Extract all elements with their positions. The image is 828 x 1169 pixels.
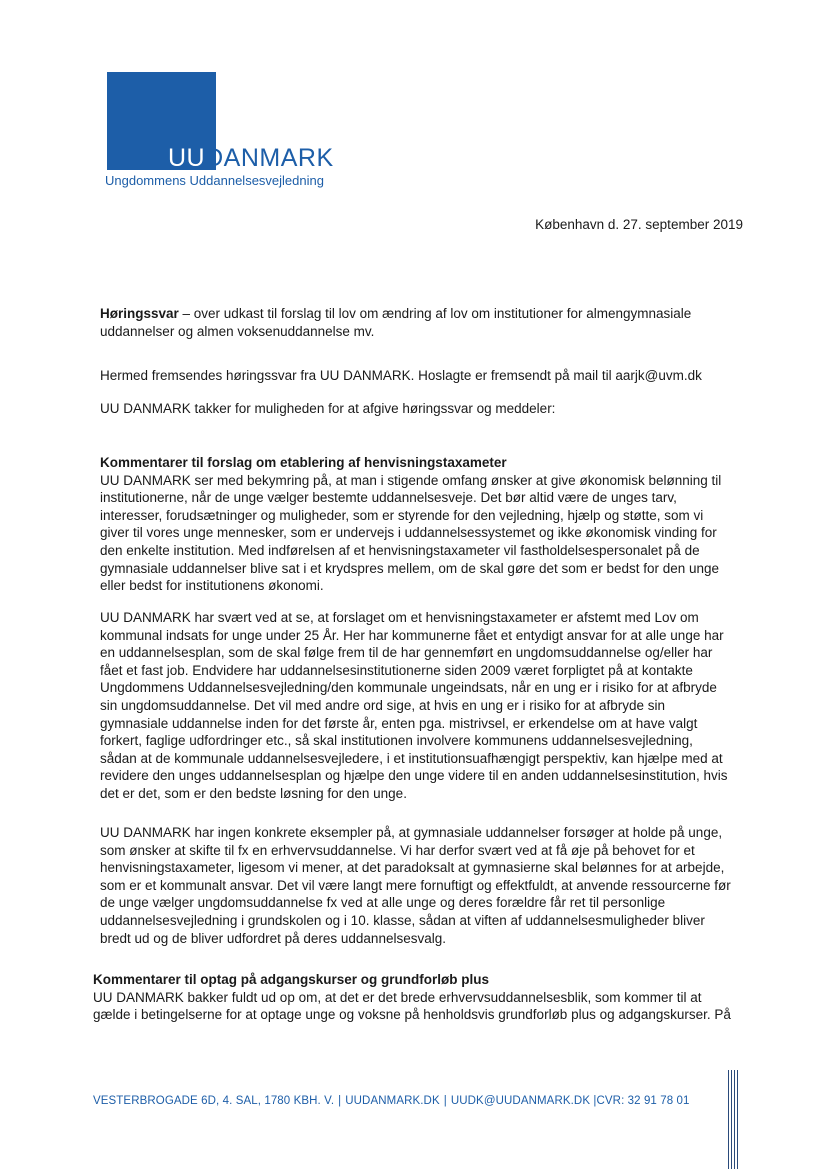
- section-1-paragraph-3-block: [100, 824, 732, 947]
- section-2: [93, 971, 733, 1024]
- letter-date: København d. 27. september 2019: [535, 217, 743, 232]
- subject-line: [100, 305, 732, 340]
- footer-separator: |: [593, 1095, 597, 1107]
- footer-website[interactable]: UUDANMARK.DK: [345, 1095, 440, 1107]
- subject-text: – over udkast til forslag til lov om ændring af lov om institutioner for almengymnasiale uddannelser og almen voksenuddannelse mv.: [100, 306, 692, 339]
- section-1-paragraph-2: UU DANMARK har svært ved at se, at forslaget om et henvisningstaxameter er afstemt med Lov om kommunal indsats for unge under 25 År. Her har kommunerne fået et entydigt ansvar for at alle unge har en uddannelsesplan, som de skal følge frem til de har gennemført en ungdomsuddannelse og/eller har fået et fast job. Endvidere har uddannelsesinstitutionerne siden 2009 været forpligtet på at kontakte Ungdommens Uddannelsesvejledning/den kommunale ungeindsats, når en ung er i risiko for at afbryde sin ungdomsuddannelse. Det vil med andre ord sige, at hvis en ung er i risiko for at afbryde sin gymnasiale uddannelse inden for det første år, enten pga. mistrivsel, er erkendelse om at have valgt forkert, faglige udfordringer etc., så skal institutionen involvere kommunens uddannelsesvejledning, sådan at de kommunale uddannelsesvejledere, i et institutionsuafhængigt perspektiv, kan hjælpe med at revidere den unges uddannelsesplan og hjælpe den unge videre til en anden uddannelsesinstitution, hvis det er det, som er den bedste løsning for den unge.: [100, 610, 728, 801]
- intro-text-2: UU DANMARK takker for muligheden for at afgive høringssvar og meddeler:: [100, 401, 556, 416]
- intro-text-1: Hermed fremsendes høringssvar fra UU DANMARK. Hoslagte er fremsendt på mail til aarjk@uvm.dk: [100, 368, 702, 383]
- logo-uu: UU: [168, 144, 206, 172]
- logo-subtitle: Ungdommens Uddannelsesvejledning: [105, 173, 324, 188]
- footer: [93, 1095, 713, 1107]
- footer-address: VESTERBROGADE 6D, 4. SAL, 1780 KBH. V.: [93, 1095, 335, 1107]
- logo-danmark: DANMARK: [205, 144, 334, 172]
- footer-email[interactable]: UUDK@UUDANMARK.DK: [450, 1095, 591, 1107]
- section-1: [100, 454, 732, 595]
- section-1-heading: Kommentarer til forslag om etablering af henvisningstaxameter: [100, 455, 507, 470]
- logo-wordmark: [168, 146, 334, 171]
- footer-separator: |: [443, 1095, 447, 1107]
- subject-label: Høringssvar: [100, 306, 179, 321]
- intro-paragraph-1: [100, 367, 732, 385]
- section-2-paragraph: UU DANMARK bakker fuldt ud op om, at det er det brede erhvervsuddannelsesblik, som kommer til at gælde i betingelserne for at optage unge og voksne på henholdsvis grundforløb plus og adgangskurser. På: [93, 989, 731, 1023]
- section-1-paragraph-2-block: [100, 609, 732, 803]
- intro-paragraph-2: [100, 400, 732, 418]
- scan-edge-lines: [728, 1070, 740, 1169]
- section-2-heading: Kommentarer til optag på adgangskurser og grundforløb plus: [93, 972, 490, 987]
- footer-cvr: CVR: 32 91 78 01: [596, 1095, 690, 1107]
- section-1-paragraph-1: UU DANMARK ser med bekymring på, at man i stigende omfang ønsker at give økonomisk belønning til institutionerne, når de unge vælger bestemte uddannelsesveje. Det bør altid være de unges tarv, interesser, forudsætninger og muligheder, som er styrende for den vejledning, hjælp og støtte, som vi giver til vores unge mennesker, som er undervejs i uddannelsessystemet og ikke økonomisk vinding for den enkelte institution. Med indførelsen af et henvisningstaxameter vil fastholdelsespersonalet på de gymnasiale uddannelser blive sat i et krydspres mellem, om de skal gøre det som er bedst for den unge eller bedst for institutionens økonomi.: [100, 472, 722, 594]
- section-1-paragraph-3: UU DANMARK har ingen konkrete eksempler på, at gymnasiale uddannelser forsøger at holde på unge, som ønsker at skifte til fx en erhvervsuddannelse. Vi har derfor svært ved at få øje på behovet for et henvisningstaxameter, ligesom vi mener, at det paradoksalt at gymnasierne skal belønnes for at arbejde, som er et kommunalt ansvar. Det vil være langt mere fornuftigt og effektfuldt, at anvende ressourcerne før de unge vælger ungdomsuddannelse fx ved at alle unge og deres forældre får ret til personlige uddannelsesvejledning i grundskolen og i 10. klasse, sådan at viften af uddannelsesmuligheder bliver bredt ud og de bliver udfordret på deres uddannelsesvalg.: [100, 825, 731, 946]
- footer-separator: |: [338, 1095, 342, 1107]
